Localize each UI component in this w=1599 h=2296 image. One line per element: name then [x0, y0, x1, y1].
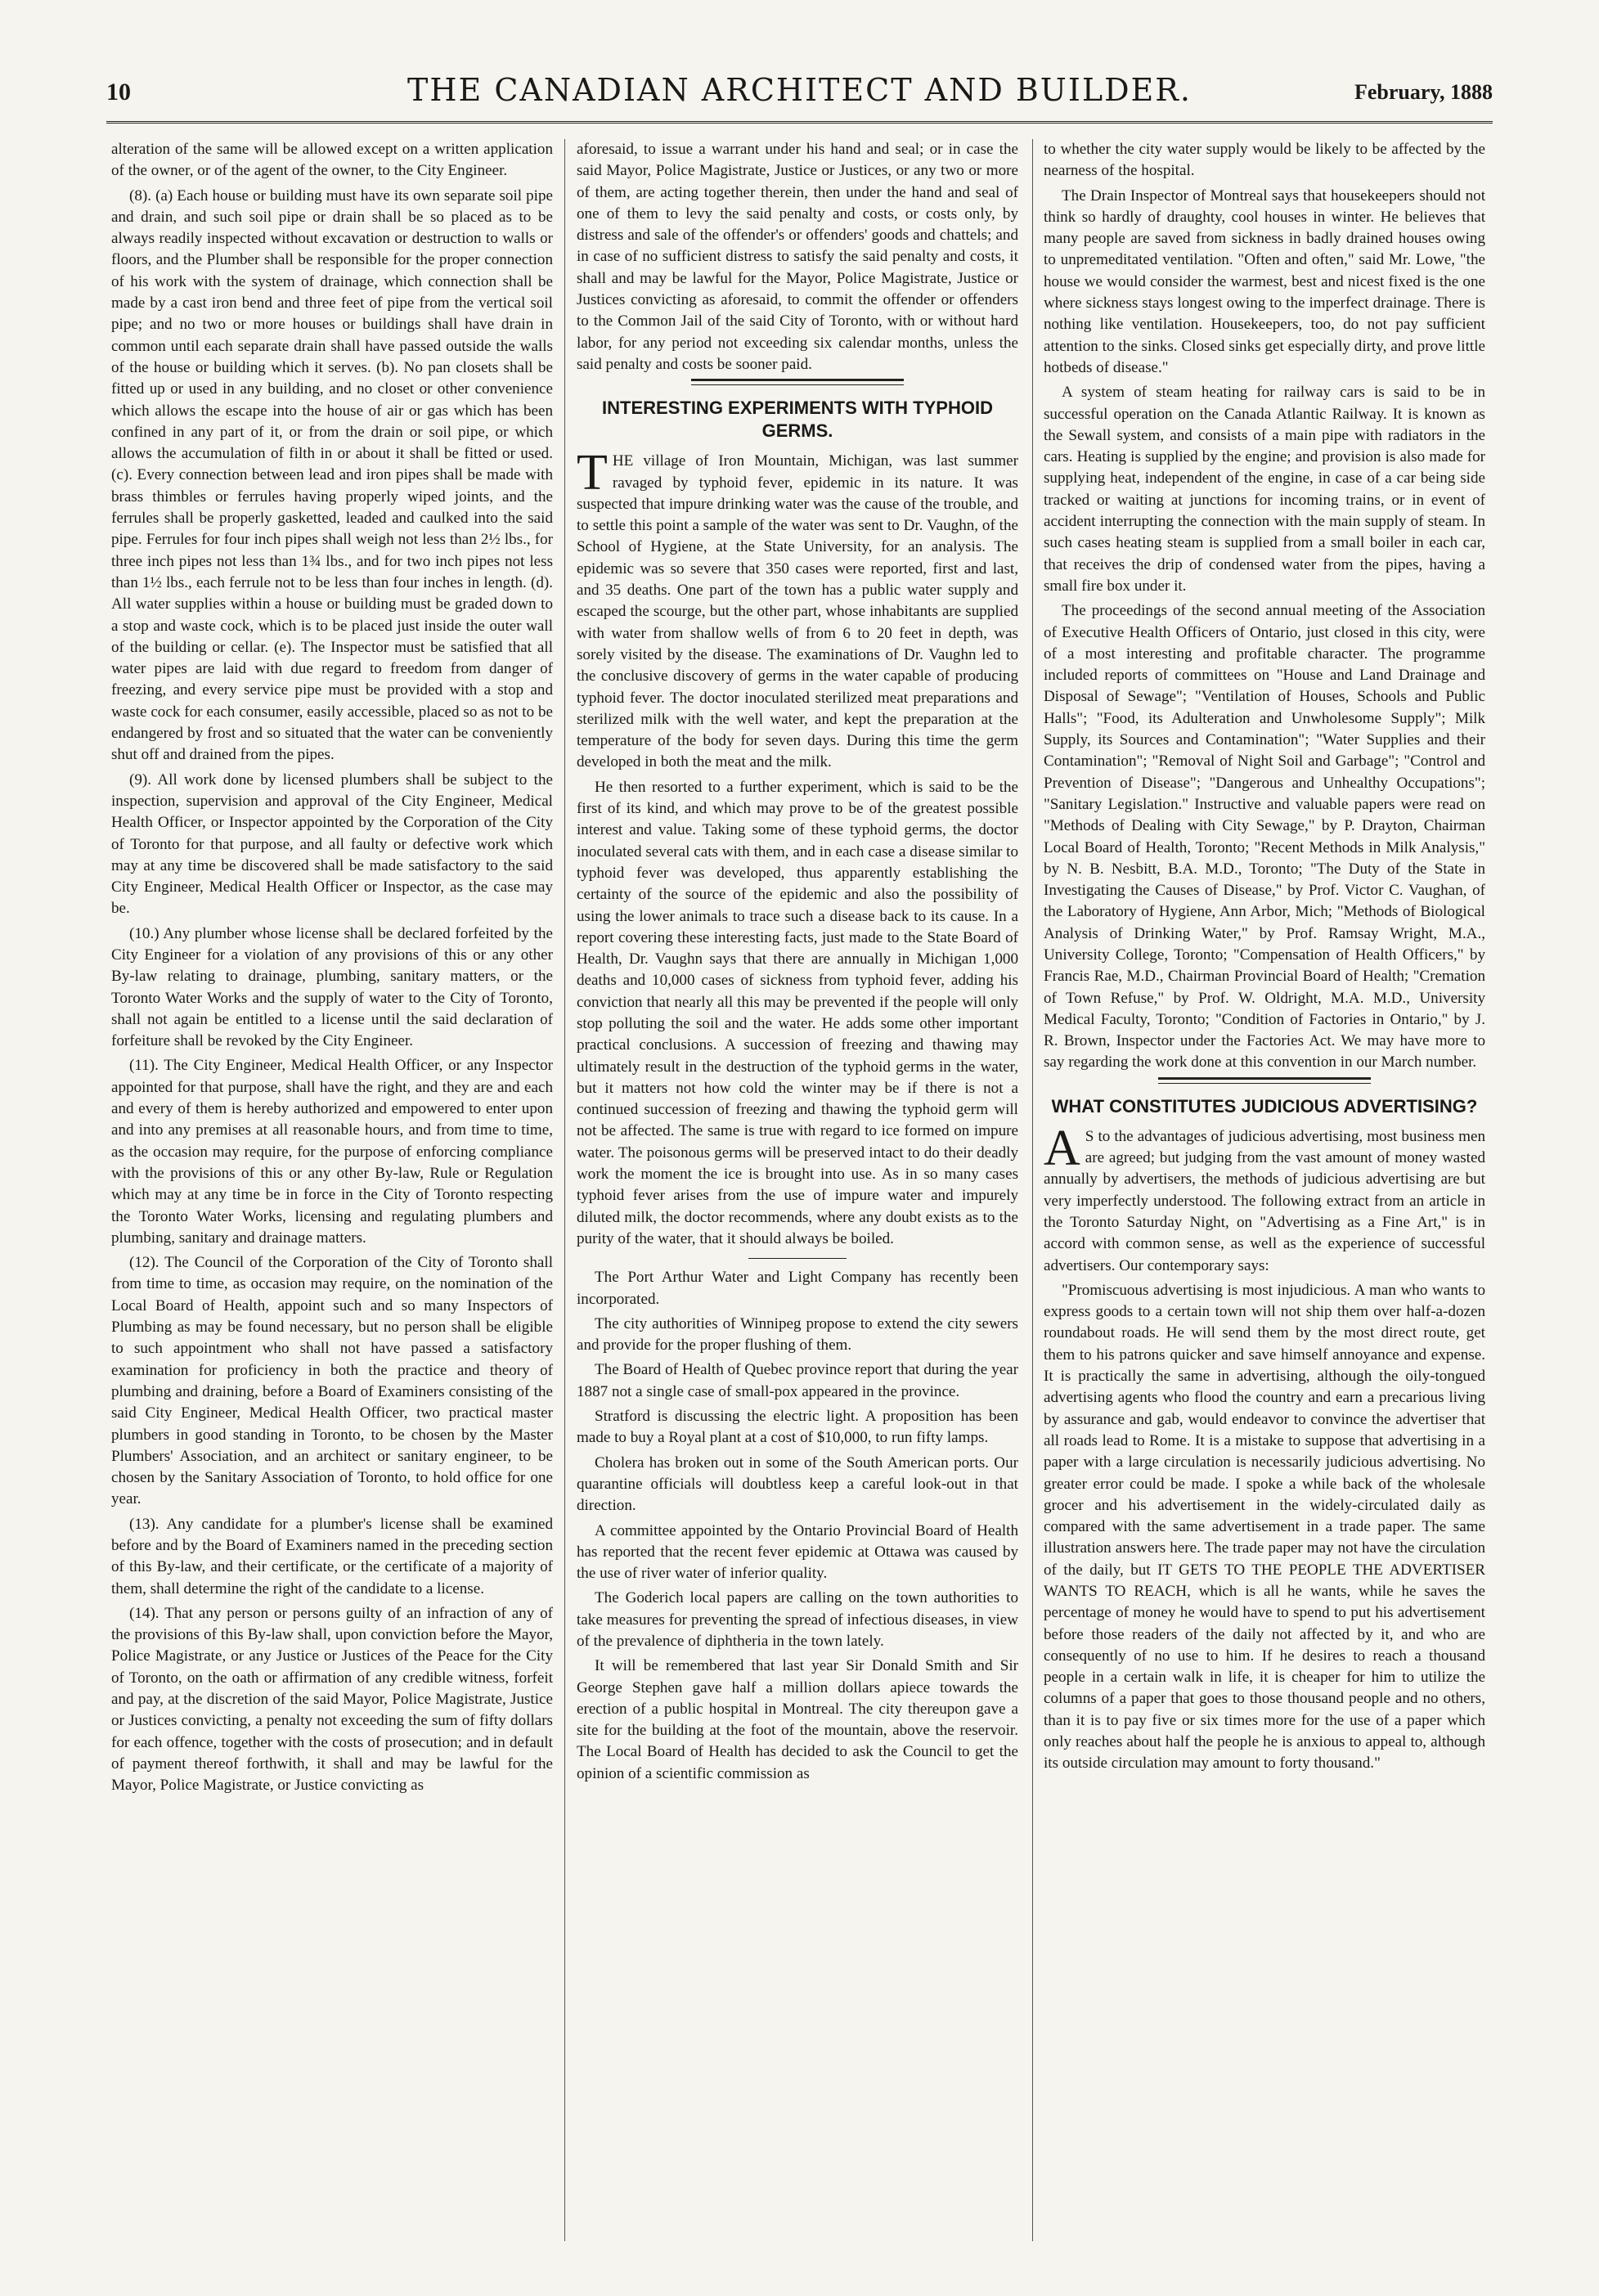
page-header: [106, 72, 1493, 124]
divider: [748, 1258, 847, 1259]
paragraph: (10.) Any plumber whose license shall be declared forfeited by the City Engineer for a violation of any provisions of this or any other By-law relating to drainage, plumbing, sanitary matters, or the Toronto Water Works and the supply of water to the City of Toronto, shall not again be entitled to a license until the said declaration of forfeiture shall be revoked by the City Engineer.: [111, 924, 553, 1050]
paragraph: The Drain Inspector of Montreal says that housekeepers should not think so hardly of draughty, cool houses in winter. He believes that many people are saved from sickness in badly drained houses owing to unpremeditated ventilation. "Often and often," said Mr. Lowe, "the house we would consider the warmest, best and nicest fixed is the one where sickness stays longest owing to the imperfect drainage. There is nothing like ventilation. Housekeepers, too, do not pay sufficient attention to the sinks. Closed sinks get especially dirty, and prove little hotbeds of disease.": [1044, 186, 1485, 376]
column-1: [111, 139, 553, 2233]
quotation: "Promiscuous advertising is most injudicious. A man who wants to express goods to a certain town will not ship them over half-a-dozen roundabout roads. He will send them by the most direct route, get them to his patrons quicker and save himself annoyance and expense. It is practically the same in advertising, although the oily-tongued advertising agents who flood the country and earn a precarious living by assurance and gab, would endeavor to convince the advertiser that all roads lead to Rome. It is a mistake to suppose that advertising in a paper with a large circulation is necessarily judicious advertising. No greater error could be made. I spoke a while back of the wholesale grocer and his advertisement in the widely-circulated daily as compared with the same advertisement in a trade paper. The same illustration answers here. The trade paper may not have the circulation of the daily, but IT GETS TO THE PEOPLE THE ADVERTISER WANTS TO REACH, which is all he wants, while he saves the percentage of money he would have to spend to put his advertisement before those readers of the daily not affected by it, and who are consequently of no use to him. If he desires to reach a thousand people in a certain walk in life, it is cheaper for him to utilize the columns of a paper that goes to those thousand people and no others, than it is to pay five or six times more for the use of a paper which only reaches about half the people he is anxious to appeal to, although its outside circulation may amount to forty thousand.": [1044, 1281, 1485, 1773]
paragraph: The proceedings of the second annual meeting of the Association of Executive Health Officers of Ontario, just closed in this city, were of a most interesting and profitable character. The programme included reports of committees on "House and Land Drainage and Disposal of Sewage"; "Ventilation of Houses, Schools and Public Halls"; "Food, its Adulteration and Unwholesome Supply"; Milk Supply, its Sources and Contamination"; "Water Supplies and their Contamination"; "Removal of Night Soil and Garbage"; "Control and Prevention of Disease"; "Dangerous and Unhealthy Occupations"; "Sanitary Legislation." Instructive and valuable papers were read on "Methods of Dealing with City Sewage," by P. Drayton, Chairman Local Board of Health, Toronto; "Recent Methods in Milk Analysis," by N. B. Nesbitt, B.A. M.D., Toronto; "The Duty of the State in Investigating the Causes of Disease," by Prof. Victor C. Vaughan, of the Laboratory of Hygiene, Ann Arbor, Mich; "Methods of Biological Analysis of Drinking Water," by Prof. Ramsay Wright, M.A., University College, Toronto; "Compensation of Health Officers," by Francis Rae, M.D., Chairman Provincial Board of Health; "Cremation of Town Refuse," by Prof. W. Oldright, M.A. M.D., University Medical Faculty, Toronto; "Condition of Factories in Ontario," by J. R. Brown, Inspector under the Factories Act. We may have more to say regarding the work done at this convention in our March number.: [1044, 602, 1485, 1072]
paragraph: (8). (a) Each house or building must have its own separate soil pipe and drain, and such soil pipe or drain shall be so placed as to be always readily inspected without excavation or destruction to walls or floors, and the Plumber shall be responsible for the proper connection of his work with the system of drainage, which connection shall be made by a cast iron bend and three feet of pipe from the vertical soil pipe; and no two or more houses or buildings shall have drain in common until each separate drain shall have passed outside the walls of the house or building which it serves. (b). No pan closets shall be fitted up or used in any building, and no closet or other convenience which allows the escape into the house of air or gas which has been confined in any part of it, or from the drain or soil pipe, or which allows the accumulation of filth in or about it shall be fitted or used. (c). Every connection between lead and iron pipes shall be made with brass thimbles or ferrules having properly wiped joints, and the ferrules shall be properly gasketted, leaded and caulked into the said pipe. Ferrules for four inch pipes shall weigh not less than 2½ lbs., for three inch pipes not less than 1¾ lbs., and for two inch pipes not less than 1½ lbs., each ferrule not to be less than four inches in length. (d). All water supplies within a house or building must be graded down to a stop and waste cock, which is to be placed just inside the outer wall of the building or cellar. (e). The Inspector must be satisfied that all water pipes are laid with due regard to freedom from danger of freezing, and every service pipe must be provided with a stop and waste cock for each consumer, easily accessible, placed so as not to be endangered by frost and so situated that the water can be conveniently shut off and drained from the pipes.: [111, 186, 553, 764]
paragraph: A system of steam heating for railway cars is said to be in successful operation on the Canada Atlantic Railway. It is known as the Sewall system, and consists of a main pipe with radiators in the cars. Heating is supplied by the engine; and provision is also made for supplying heat, independent of the engine, in case of a car being side tracked or waiting at junctions for incoming trains, or in event of accident interrupting the connection with the main supply of steam. In such cases heating steam is supplied from a small boiler in each car, that receives the drip of condensed water from the pipes, having a small fire box under it.: [1044, 384, 1485, 595]
paragraph: (12). The Council of the Corporation of the City of Toronto shall from time to time, as occasion may require, on the nomination of the Local Board of Health, appoint such and so many Inspectors of Plumbing as may be found necessary, but no person shall be eligible to such appointment who shall not have passed a satisfactory examination for proficiency in both the practice and theory of plumbing and draining, before a Board of Examiners consisting of the said City Engineer, Medical Health Officer, two practical master plumbers in good standing in Toronto, to be chosen by the Master Plumbers' Association, and an architect or sanitary engineer, to be chosen by the Sanitary Association of Toronto, to hold office for one year.: [111, 1254, 553, 1508]
drop-cap: A: [1044, 1120, 1080, 1176]
article-heading: INTERESTING EXPERIMENTS WITH TYPHOID GERMS.: [602, 398, 993, 442]
paragraph-text: HE village of Iron Mountain, Michigan, was last summer ravaged by typhoid fever, epidemic in its nature. It was suspected that impure drinking water was the cause of the trouble, and to settle this point a sample of the water was sent to Dr. Vaughn, of the School of Hygiene, at the State University, for an analysis. The epidemic was so severe that 350 cases were reported, first and last, and 35 deaths. One part of the town has a public water supply and escaped the scourge, but the other part, whose inhabitants are supplied with water from shallow wells of from 6 to 20 feet in depth, was sorely visited by the disease. The examinations of Dr. Vaughn led to the conclusive discovery of germs in the water capable of producing typhoid fever. The doctor inoculated sterilized meat preparations and sterilized milk with the well water, and kept the preparation at the temperature of the body for seven days. During this time the germ developed in both the meat and the milk.: [577, 452, 1018, 771]
column-rule: [1032, 139, 1033, 2241]
paragraph: (14). That any person or persons guilty of an infraction of any of the provisions of this By-law shall, upon conviction before the Mayor, Police Magistrate, or any Justice or Justices of the Peace for the City of Toronto, on the oath or affirmation of any credible witness, forfeit and pay, at the discretion of the said Mayor, Police Magistrate, Justice or Justices convicting, a penalty not exceeding the sum of fifty dollars for each offence, together with the costs of prosecution; and in default of payment thereof forthwith, it shall and may be lawful for the Mayor, Police Magistrate, or Justice convicting as: [111, 1604, 553, 1795]
news-item: It will be remembered that last year Sir Donald Smith and Sir George Stephen gave half a million dollars apiece towards the erection of a public hospital in Montreal. The city thereupon gave a site for the building at the foot of the mountain, above the reservoir. The Local Board of Health has decided to ask the Council to get the opinion of a scientific commission as: [577, 1657, 1018, 1782]
news-item: The city authorities of Winnipeg propose to extend the city sewers and provide for the proper flushing of them.: [577, 1314, 1018, 1355]
paragraph: (9). All work done by licensed plumbers shall be subject to the inspection, supervision and approval of the City Engineer, Medical Health Officer, or Inspector appointed by the Corporation of the City of Toronto for that purpose, and all faulty or defective work which may at any time be discovered shall be made satisfactory to the said City Engineer, Medical Health Officer or Inspector, as the case may be.: [111, 771, 553, 918]
drop-cap: T: [577, 445, 608, 501]
paragraph: [577, 445, 1018, 773]
paragraph: [1044, 1120, 1485, 1277]
issue-date: February, 1888: [1354, 80, 1493, 104]
page-number: 10: [106, 79, 131, 106]
column-2: [577, 139, 1018, 2233]
news-item: A committee appointed by the Ontario Provincial Board of Health has reported that the recent fever epidemic at Ottawa was caused by the use of river water of inferior quality.: [577, 1521, 1018, 1583]
column-3: [1044, 139, 1485, 2233]
news-item: Stratford is discussing the electric light. A proposition has been made to buy a Royal plant at a cost of $10,000, to run fifty lamps.: [577, 1408, 1018, 1447]
heading-rule: [1158, 1077, 1371, 1084]
news-item: Cholera has broken out in some of the South American ports. Our quarantine officials will doubtless keep a careful look-out in that direction.: [577, 1454, 1018, 1515]
paragraph: aforesaid, to issue a warrant under his hand and seal; or in case the said Mayor, Police Magistrate, Justice or Justices, or any two or more of them, are acting together therein, then under the hand and seal of one of them to levy the said penalty and costs, or costs only, by distress and sale of the offender's or offenders' goods and chattels; and in case of no sufficient distress to satisfy the said penalty and costs, it shall and may be lawful for the Mayor, Police Magistrate, Justice or Justices convicting as aforesaid, to commit the offender or offenders to the Common Jail of the said City of Toronto, with or without hard labor, for any period not exceeding six calendar months, unless the said penalty and costs be sooner paid.: [577, 141, 1018, 373]
paragraph: He then resorted to a further experiment, which is said to be the first of its kind, and which may prove to be of the greatest possible interest and value. Taking some of these typhoid germs, the doctor inoculated several cats with them, and in each case a disease similar to typhoid fever was developed, thus apparently establishing the certainty of the source of the epidemic and also the possibility of using the lower animals to trace such a disease back to its cause. In a report covering these interesting facts, just made to the State Board of Health, Dr. Vaughn says that there are annually in Michigan 1,000 deaths and 10,000 cases of sickness from typhoid fever, adding his conviction that nearly all this may be prevented if the people will only stop polluting the soil and the water. He adds some other important practical conclusions. A succession of freezing and thawing may ultimately result in the destruction of the typhoid germs in the water, but it matters not how cold the winter may be if there is not a continued succession of freezing and thawing the typhoid germ will not be affected. The same is true with regard to ice formed on impure water. The poisonous germs will be preserved intact to do their deadly work the moment the ice is brought into use. As in so many cases typhoid fever arises from the use of impure water and impurely diluted milk, the doctor recommends, where any doubt exists as to the purity of the water, that it should always be boiled.: [577, 778, 1018, 1247]
paragraph-text: S to the advantages of judicious advertising, most business men are agreed; but judging from the vast amount of money wasted annually by advertisers, the methods of judicious advertising are but very imperfectly understood. The following extract from an article in the Toronto Saturday Night, on "Advertising as a Fine Art," is in accord with common sense, as well as the experience of successful advertisers. Our contemporary says:: [1044, 1127, 1485, 1274]
paragraph: (13). Any candidate for a plumber's license shall be examined before and by the Board of Examiners named in the preceding section of this By-law, and their certificate, or the certificate of a majority of them, shall determine the right of the candidate to a license.: [111, 1515, 553, 1597]
news-item: The Goderich local papers are calling on the town authorities to take measures for preventing the spread of infectious diseases, in view of the prevalence of diphtheria in the town lately.: [577, 1589, 1018, 1650]
paragraph: alteration of the same will be allowed except on a written application of the owner, or of the agent of the owner, to the City Engineer.: [111, 141, 553, 180]
masthead: THE CANADIAN ARCHITECT AND BUILDER.: [407, 72, 1192, 108]
heading-rule: [691, 379, 904, 385]
news-item: The Board of Health of Quebec province report that during the year 1887 not a single case of small-pox appeared in the province.: [577, 1361, 1018, 1400]
article-heading: WHAT CONSTITUTES JUDICIOUS ADVERTISING?: [1051, 1095, 1478, 1117]
paragraph: (11). The City Engineer, Medical Health Officer, or any Inspector appointed for that purpose, shall have the right, and they are and each and every of them is hereby authorized and empowered to enter upon and into any premises at all reasonable hours, and from time to time, as the occasion may require, for the purpose of enforcing compliance with the provisions of this or any other By-law, Rule or Regulation which may at any time be in force in the City of Toronto respecting the Toronto Water Works, licensing and regulating plumbers and plumbing, sanitary and drainage matters.: [111, 1057, 553, 1247]
paragraph: to whether the city water supply would be likely to be affected by the nearness of the hospital.: [1044, 141, 1485, 180]
news-item: The Port Arthur Water and Light Company has recently been incorporated.: [577, 1269, 1018, 1308]
column-rule: [564, 139, 565, 2241]
